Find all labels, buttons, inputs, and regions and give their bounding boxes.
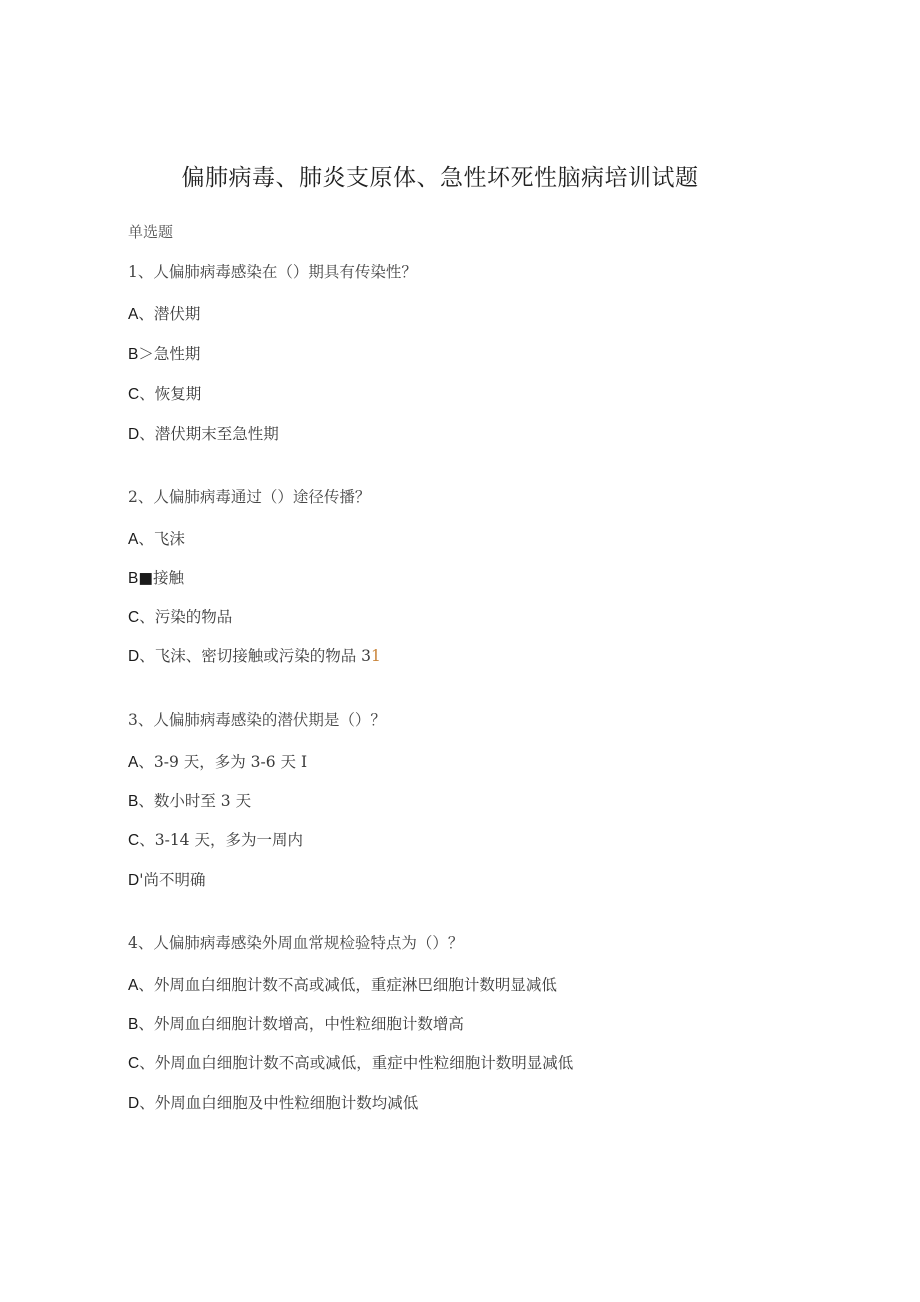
option-separator: 、 — [138, 1015, 154, 1033]
question-1-option-a — [128, 302, 200, 327]
option-letter: D — [128, 872, 140, 889]
option-letter: C — [128, 832, 140, 849]
document-title: 偏肺病毒、肺炎支原体、急性坏死性脑病培训试题 — [181, 165, 699, 191]
option-letter: D — [128, 1095, 140, 1112]
option-letter: A — [128, 306, 139, 323]
question-3-option-b — [128, 789, 251, 814]
question-2-option-b — [128, 566, 184, 591]
question-2-option-d — [128, 644, 381, 669]
option-letter: D — [128, 648, 140, 665]
option-separator: 、 — [139, 425, 155, 443]
question-4-option-d — [128, 1091, 418, 1116]
option-letter: C — [128, 609, 140, 626]
question-1-option-d — [128, 422, 279, 447]
option-text: 接触 — [153, 569, 185, 587]
option-separator: 、 — [139, 831, 155, 849]
option-separator: 、 — [138, 753, 154, 771]
option-separator: 、 — [139, 608, 155, 626]
section-heading: 单选题 — [128, 223, 174, 241]
option-separator: 、 — [138, 792, 154, 810]
option-text: 外周血白细胞计数不高或减低，重症中性粒细胞计数明显减低 — [154, 1054, 574, 1072]
option-letter: C — [128, 1055, 140, 1072]
option-separator: 、 — [139, 1094, 155, 1112]
question-3-stem: 3、人偏肺病毒感染的潜伏期是（）？ — [128, 711, 386, 729]
option-text: 外周血白细胞计数增高，中性粒细胞计数增高 — [153, 1015, 464, 1033]
question-1-stem: 1、人偏肺病毒感染在（）期具有传染性？ — [128, 263, 417, 281]
option-text: 3-14 天，多为一周内 — [154, 831, 303, 849]
option-text: 3-9 天，多为 3-6 天 I — [153, 753, 308, 771]
option-letter: A — [128, 754, 139, 771]
option-suffix: 1 — [371, 647, 381, 665]
option-separator: 、 — [138, 305, 154, 323]
option-text: 数小时至 3 天 — [153, 792, 252, 810]
option-text: 飞沫、密切接触或污染的物品 3 — [154, 647, 372, 665]
option-separator: 、 — [139, 647, 155, 665]
option-separator: 、 — [139, 385, 155, 403]
question-2-option-a — [128, 527, 185, 552]
option-separator: 、 — [138, 976, 154, 994]
question-3-option-c — [128, 828, 303, 853]
question-3-option-a — [128, 750, 307, 775]
option-separator: ＞ — [138, 345, 154, 363]
option-letter: A — [128, 977, 139, 994]
option-separator: ' — [139, 871, 144, 889]
question-2-option-c — [128, 605, 232, 630]
option-text: 急性期 — [153, 345, 201, 363]
option-text: 恢复期 — [154, 385, 202, 403]
option-letter: B — [128, 1016, 139, 1033]
option-text: 潜伏期 — [153, 305, 201, 323]
question-4-option-b — [128, 1012, 464, 1037]
question-1-option-c — [128, 382, 201, 407]
option-text: 污染的物品 — [154, 608, 233, 626]
option-letter: B — [128, 346, 139, 363]
option-letter: A — [128, 531, 139, 548]
option-text: 外周血白细胞计数不高或减低，重症淋巴细胞计数明显减低 — [153, 976, 557, 994]
option-text: 外周血白细胞及中性粒细胞计数均减低 — [154, 1094, 419, 1112]
option-letter: B — [128, 570, 139, 587]
option-letter: B — [128, 793, 139, 810]
option-separator: 、 — [139, 1054, 155, 1072]
option-separator: 、 — [138, 530, 154, 548]
question-4-option-c — [128, 1051, 573, 1076]
question-2-stem: 2、人偏肺病毒通过（）途径传播？ — [128, 488, 371, 506]
question-1-option-b — [128, 342, 200, 367]
option-text: 潜伏期末至急性期 — [154, 425, 279, 443]
question-4-option-a — [128, 973, 557, 998]
option-letter: C — [128, 386, 140, 403]
option-text: 飞沫 — [153, 530, 185, 548]
option-letter: D — [128, 426, 140, 443]
question-3-option-d — [128, 868, 205, 893]
square-mark-icon: ■ — [138, 569, 153, 587]
option-text: 尚不明确 — [143, 871, 206, 889]
question-4-stem: 4、人偏肺病毒感染外周血常规检验特点为（）？ — [128, 934, 464, 952]
